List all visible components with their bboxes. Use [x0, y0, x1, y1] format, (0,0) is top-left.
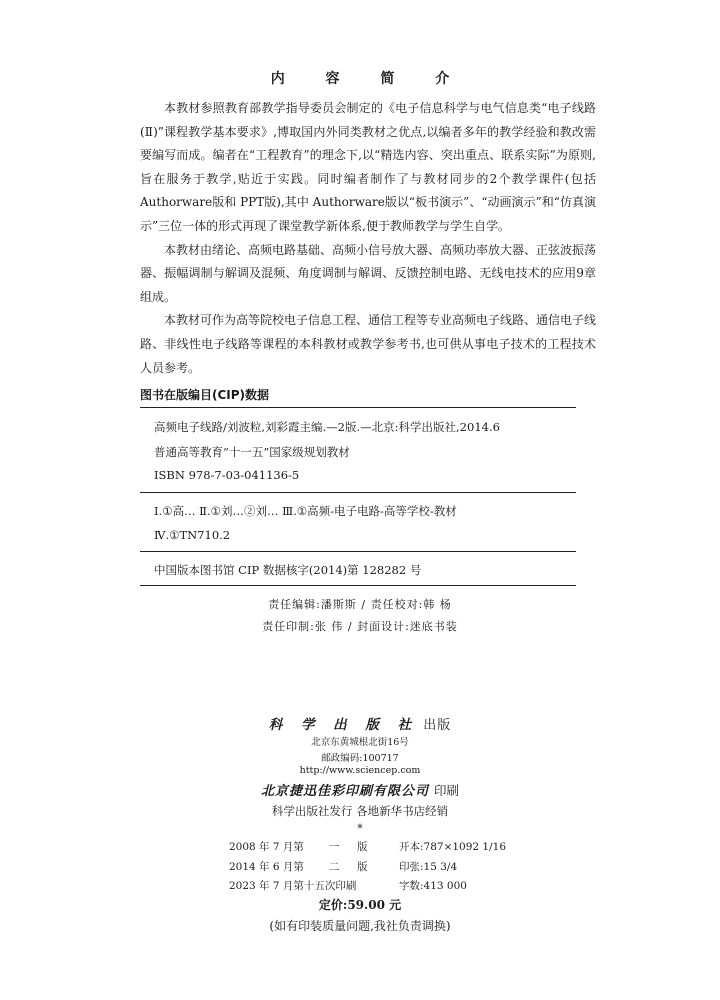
publisher-logo-text: 科 学 出 版 社: [268, 717, 419, 733]
edition-date: 2008 年 7 月第: [229, 841, 304, 853]
cip-isbn-line: ISBN 978-7-03-041136-5: [154, 468, 300, 482]
cip-top-rule: [140, 407, 576, 408]
printer-suffix: 印刷: [434, 783, 460, 798]
edition-spec: 印张:15 3/4: [399, 861, 458, 873]
cip-classification-line: Ⅰ.①高… Ⅱ.①刘…②刘… Ⅲ.①高频-电子电路-高等学校-教材: [154, 504, 457, 518]
printer-line: [0, 780, 720, 799]
price: 定价:59.00 元: [318, 898, 402, 912]
publisher-line: [0, 713, 720, 733]
separator-star: *: [357, 822, 363, 835]
cip-heading: 图书在版编目(CIP)数据: [140, 388, 270, 402]
edition-kind: 版: [357, 861, 368, 873]
edition-spec: 开本:787×1092 1/16: [399, 841, 507, 853]
publisher-postcode: 邮政编码:100717: [321, 753, 399, 764]
cip-title-line: 高频电子线路/刘波粒,刘彩霞主编.—2版.—北京:科学出版社,2014.6: [154, 420, 500, 434]
edition-date: 2023 年 7 月第十五次印刷: [229, 880, 357, 892]
intro-body: [140, 97, 596, 380]
intro-title: 内 容 简 介: [270, 71, 468, 87]
distribution-line: 科学出版社发行 各地新华书店经销: [271, 804, 449, 818]
edition-number: 二: [329, 861, 340, 873]
cip-series-line: 普通高等教育“十一五”国家级规划教材: [154, 445, 350, 459]
cip-classification-line: Ⅳ.①TN710.2: [154, 528, 231, 542]
edition-date: 2014 年 6 月第: [229, 861, 304, 873]
intro-paragraph: 本教材可作为高等院校电子信息工程、通信工程等专业高频电子线路、通信电子线路、非线性电子线路等课程的本科教材或教学参考书,也可供从事电子技术的工程技术人员参考。: [140, 313, 597, 375]
publisher-address: 北京东黄城根北街16号: [311, 737, 409, 748]
edition-spec: 字数:413 000: [399, 880, 467, 892]
cip-rule: [140, 551, 576, 552]
printer-name: 北京捷迅佳彩印刷有限公司: [260, 784, 429, 799]
quality-note: (如有印装质量问题,我社负责调换): [269, 919, 451, 933]
edition-number: 一: [329, 841, 340, 853]
publisher-url: http://www.sciencep.com: [299, 765, 421, 776]
editor-credits: 责任编辑:潘斯斯 / 责任校对:韩 杨: [268, 598, 452, 611]
publisher-suffix: 出版: [423, 718, 452, 733]
production-credits: 责任印制:张 伟 / 封面设计:迷底书装: [262, 620, 458, 633]
intro-paragraph: 本教材由绪论、高频电路基础、高频小信号放大器、高频功率放大器、正弦波振荡器、振幅调制与解调及混频、角度调制与解调、反馈控制电路、无线电技术的应用9章组成。: [140, 242, 597, 304]
cip-bottom-rule: [140, 585, 576, 586]
edition-kind: 版: [357, 841, 368, 853]
cip-mid-rule: [140, 492, 576, 493]
intro-paragraph: 本教材参照教育部教学指导委员会制定的《电子信息科学与电气信息类“电子线路(Ⅱ)”课程教学基本要求》,博取国内外同类教材之优点,以编者多年的教学经验和教改需要编写而成。编者在“工程教育”的理念下,以“精选内容、突出重点、联系实际”为原则,旨在服务于教学,贴近于实践。同时编者制作了与教材同步的2个教学课件(包括 Authorware版和 PPT版),其中 Authorware版以“板书演示”、“动画演示”和“仿真演示”三位一体的形式再现了课堂教学新体系,便于教师教学与学生自学。: [140, 101, 596, 233]
cip-number-line: 中国版本图书馆 CIP 数据核字(2014)第 128282 号: [154, 563, 422, 577]
